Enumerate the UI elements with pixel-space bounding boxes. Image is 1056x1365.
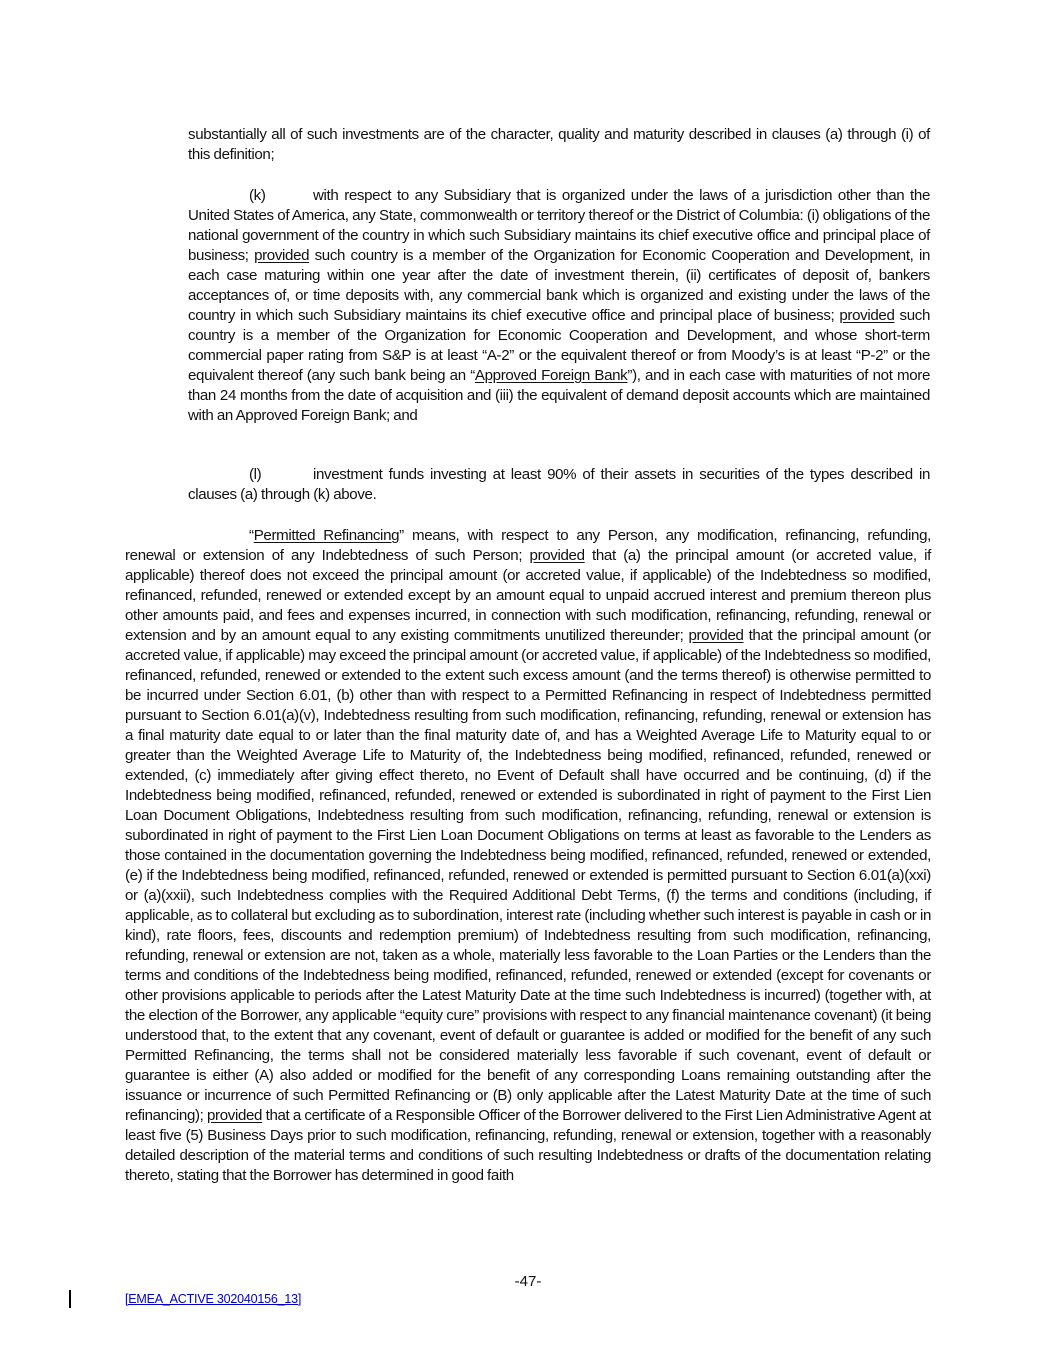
paragraph-clause-l [188, 465, 930, 505]
clause-text: with respect to any Subsidiary that is organized under the laws of a jurisdiction other than the United States of America, any State, commonwealth or territory thereof or the District of Columbia: (i) obligations of the national government of the country in which such Subsidiary maintains its chief executive office and principal place of business; [188, 187, 930, 264]
defined-term: Permitted Refinancing [253, 527, 400, 544]
definition-text: that a certificate of a Responsible Officer of the Borrower delivered to the First Lien Administrative Agent at least five (5) Business Days prior to such modification, refinancing, refunding, renewal or extension, together with a reasonably detailed description of the material terms and conditions of such resulting Indebtedness or drafts of the documentation relating thereto, stating that the Borrower has determined in good faith [125, 1107, 931, 1184]
page-number: -47- [514, 1273, 542, 1290]
paragraph-clause-k [188, 186, 930, 426]
clause-text: such country is a member of the Organization for Economic Cooperation and Development, and whose short-term commercial paper rating from S&P is at least “A-2” or the equivalent thereof or from Moody’s is at least “P-2” or the equivalent thereof (any such bank being an “ [188, 307, 930, 384]
document-id-link[interactable]: [EMEA_ACTIVE 302040156_13] [125, 1292, 302, 1306]
definition-text: that (a) the principal amount (or accreted value, if applicable) thereof does not exceed the principal amount (or accreted value, if applicable) of the Indebtedness so modified, refinanced, refunded, renewed or extended except by an amount equal to unpaid accrued interest and premium thereon plus other amounts paid, and fees and expenses incurred, in connection with such modification, refinancing, refunding, renewal or extension and by an amount equal to any existing commitments unutilized thereunder; [125, 547, 931, 644]
definition-text: that the principal amount (or accreted value, if applicable) may exceed the principal amount (or accreted value, if applicable) of the Indebtedness so modified, refinanced, refunded, renewed or extended to the extent such excess amount (and the terms thereof) is otherwise permitted to be incurred under Section 6.01, (b) other than with respect to a Permitted Refinancing in respect of Indebtedness permitted pursuant to Section 6.01(a)(v), Indebtedness resulting from such modification, refinancing, refunding, renewal or extension has a final maturity date equal to or later than the final maturity date of, and has a Weighted Average Life to Maturity equal to or greater than the Weighted Average Life to Maturity of, the Indebtedness being modified, refinanced, refunded, renewed or extended, (c) immediately after giving effect thereto, no Event of Default shall have occurred and be continuing, (d) if the Indebtedness being modified, refinanced, refunded, renewed or extended is subordinated in right of payment to the First Lien Loan Document Obligations, Indebtedness resulting from such modification, refinancing, refunding, renewal or extension is subordinated in right of payment to the First Lien Loan Document Obligations on terms at least as favorable to the Lenders as those contained in the documentation governing the Indebtedness being modified, refinanced, refunded, renewed or extended, (e) if the Indebtedness being modified, refinanced, refunded, renewed or extended is permitted pursuant to Section 6.01(a)(xxi) or (a)(xxii), such Indebtedness complies with the Required Additional Debt Terms, (f) the terms and conditions (including, if applicable, as to collateral but excluding as to subordination, interest rate (including whether such interest is payable in cash or in kind), rate floors, fees, discounts and redemption premium) of Indebtedness resulting from such modification, refinancing, refunding, renewal or extension are not, taken as a whole, materially less favorable to the Loan Parties or the Lenders than the terms and conditions of the Indebtedness being modified, refinanced, refunded, renewed or extended (except for covenants or other provisions applicable to periods after the Latest Maturity Date at the time such Indebtedness is incurred) (together with, at the election of the Borrower, any applicable “equity cure” provisions with respect to any financial maintenance covenant) (it being understood that, to the extent that any covenant, event of default or guarantee is added or modified for the benefit of any such Permitted Refinancing, the terms shall not be considered materially less favorable if such covenant, event of default or guarantee is either (A) also added or modified for the benefit of any corresponding Loans remaining outstanding after the issuance or incurrence of such Permitted Refinancing or (B) only applicable after the Latest Maturity Date at the time of such refinancing); [125, 627, 931, 1124]
clause-label: (k) [249, 187, 266, 204]
provided-term: provided [839, 307, 895, 324]
clause-label: (l) [249, 466, 262, 483]
definition-text: ” means, with respect to any Person, any modification, refinancing, refunding, renewal or extension of any Indebtedness of such Person; [125, 527, 931, 564]
defined-term: Approved Foreign Bank [474, 367, 628, 384]
clause-text: investment funds investing at least 90% of their assets in securities of the types described in clauses (a) through (k) above. [188, 466, 930, 503]
clause-text: ”), and in each case with maturities of not more than 24 months from the date of acquisition and (iii) the equivalent of demand deposit accounts which are maintained with an Approved Foreign Bank; and [188, 367, 931, 424]
revision-change-bar [69, 1290, 71, 1308]
provided-term: provided [207, 1107, 263, 1124]
provided-term: provided [688, 627, 744, 644]
provided-term: provided [529, 547, 585, 564]
provided-term: provided [254, 247, 310, 264]
paragraph-text: substantially all of such investments are of the character, quality and maturity described in clauses (a) through (i) of this definition; [188, 126, 930, 163]
paragraph-clause-j-continuation [188, 125, 930, 165]
definition-permitted-refinancing [125, 526, 931, 1186]
open-quote: “ [249, 527, 254, 544]
clause-text: such country is a member of the Organization for Economic Cooperation and Development, in each case maturing within one year after the date of investment therein, (ii) certificates of deposit of, bankers acceptances of, or time deposits with, any commercial bank which is organized and existing under the laws of the country in which such Subsidiary maintains its chief executive office and principal place of business; [188, 247, 930, 324]
